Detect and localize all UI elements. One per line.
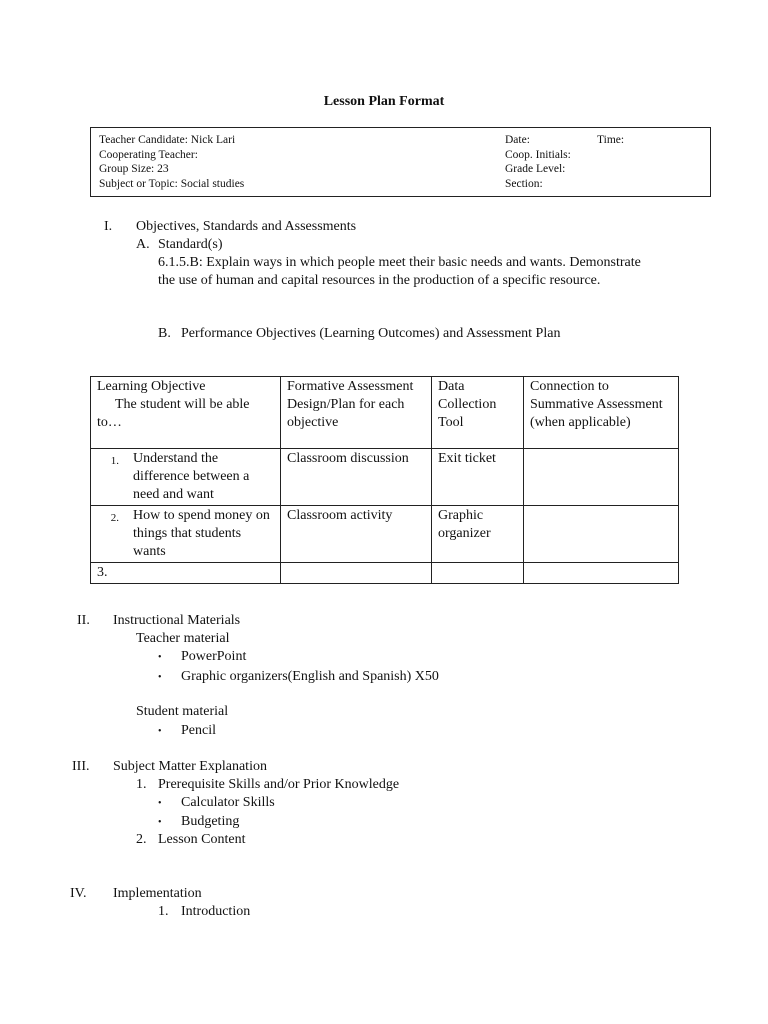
standard-text-line-2: the use of human and capital resources in the production of a specific resource. <box>158 273 601 288</box>
section-2-numeral: II. <box>77 613 90 628</box>
introduction-label: Introduction <box>181 904 251 919</box>
lesson-content-number: 2. <box>136 832 147 847</box>
formative-cell <box>281 563 432 584</box>
section-4-heading: Implementation <box>113 886 202 901</box>
summative-cell <box>524 506 679 563</box>
subject-topic: Subject or Topic: Social studies <box>99 177 245 190</box>
performance-marker: B. <box>158 326 171 341</box>
date-label: Date: <box>505 134 530 146</box>
objective-cell: 2. How to spend money on things that students wants <box>91 506 281 563</box>
objective-cell: 3. <box>91 563 281 584</box>
teacher-item: PowerPoint <box>181 649 247 664</box>
header-summative-connection: Connection to Summative Assessment (when applicable) <box>524 377 679 449</box>
tool-cell: Graphic organizer <box>432 506 524 563</box>
teacher-candidate: Teacher Candidate: Nick Lari <box>99 134 236 146</box>
teacher-material-label: Teacher material <box>136 631 230 646</box>
coop-initials-label: Coop. Initials: <box>505 148 571 161</box>
teacher-item: Graphic organizers(English and Spanish) X50 <box>181 669 439 684</box>
section-label: Section: <box>505 177 543 190</box>
group-size: Group Size: 23 <box>99 163 169 175</box>
standards-marker: A. <box>136 237 150 252</box>
table-row <box>91 563 679 584</box>
objective-cell: 1. Understand the difference between a need and want <box>91 449 281 506</box>
bullet-icon: • <box>158 726 162 737</box>
bullet-icon: • <box>158 798 162 809</box>
bullet-icon: • <box>158 672 162 683</box>
prereq-item: Budgeting <box>181 814 240 829</box>
table-header-row <box>91 377 679 449</box>
header-learning-objective: Learning Objective The student will be able to… <box>91 377 281 449</box>
tool-cell: Exit ticket <box>432 449 524 506</box>
tool-cell <box>432 563 524 584</box>
lesson-content-label: Lesson Content <box>158 832 246 847</box>
table-row <box>91 506 679 563</box>
student-material-label: Student material <box>136 704 229 719</box>
standards-label: Standard(s) <box>158 237 223 252</box>
table-row <box>91 449 679 506</box>
prereq-label: Prerequisite Skills and/or Prior Knowledge <box>158 777 400 792</box>
page-title: Lesson Plan Format <box>323 94 445 109</box>
summative-cell <box>524 449 679 506</box>
performance-label: Performance Objectives (Learning Outcomes) and Assessment Plan <box>181 326 561 341</box>
section-1-numeral: I. <box>104 219 113 234</box>
header-formative-assessment: Formative Assessment Design/Plan for each objective <box>281 377 432 449</box>
bullet-icon: • <box>158 652 162 663</box>
student-item: Pencil <box>181 723 216 738</box>
bullet-icon: • <box>158 817 162 828</box>
section-4-numeral: IV. <box>70 886 87 901</box>
formative-cell: Classroom activity <box>281 506 432 563</box>
objectives-table <box>90 376 679 584</box>
section-3-heading: Subject Matter Explanation <box>113 759 267 774</box>
prereq-number: 1. <box>136 777 147 792</box>
grade-level-label: Grade Level: <box>505 163 566 175</box>
standard-text-line-1: 6.1.5.B: Explain ways in which people meet their basic needs and wants. Demonstrate <box>158 255 641 270</box>
cooperating-teacher: Cooperating Teacher: <box>99 148 198 161</box>
section-3-numeral: III. <box>72 759 90 774</box>
summative-cell <box>524 563 679 584</box>
section-2-heading: Instructional Materials <box>113 613 241 628</box>
formative-cell: Classroom discussion <box>281 449 432 506</box>
time-label: Time: <box>597 134 625 146</box>
introduction-number: 1. <box>158 904 169 919</box>
info-box <box>90 127 711 197</box>
prereq-item: Calculator Skills <box>181 795 275 810</box>
header-data-collection: Data Collection Tool <box>432 377 524 449</box>
section-1-heading: Objectives, Standards and Assessments <box>136 219 357 234</box>
